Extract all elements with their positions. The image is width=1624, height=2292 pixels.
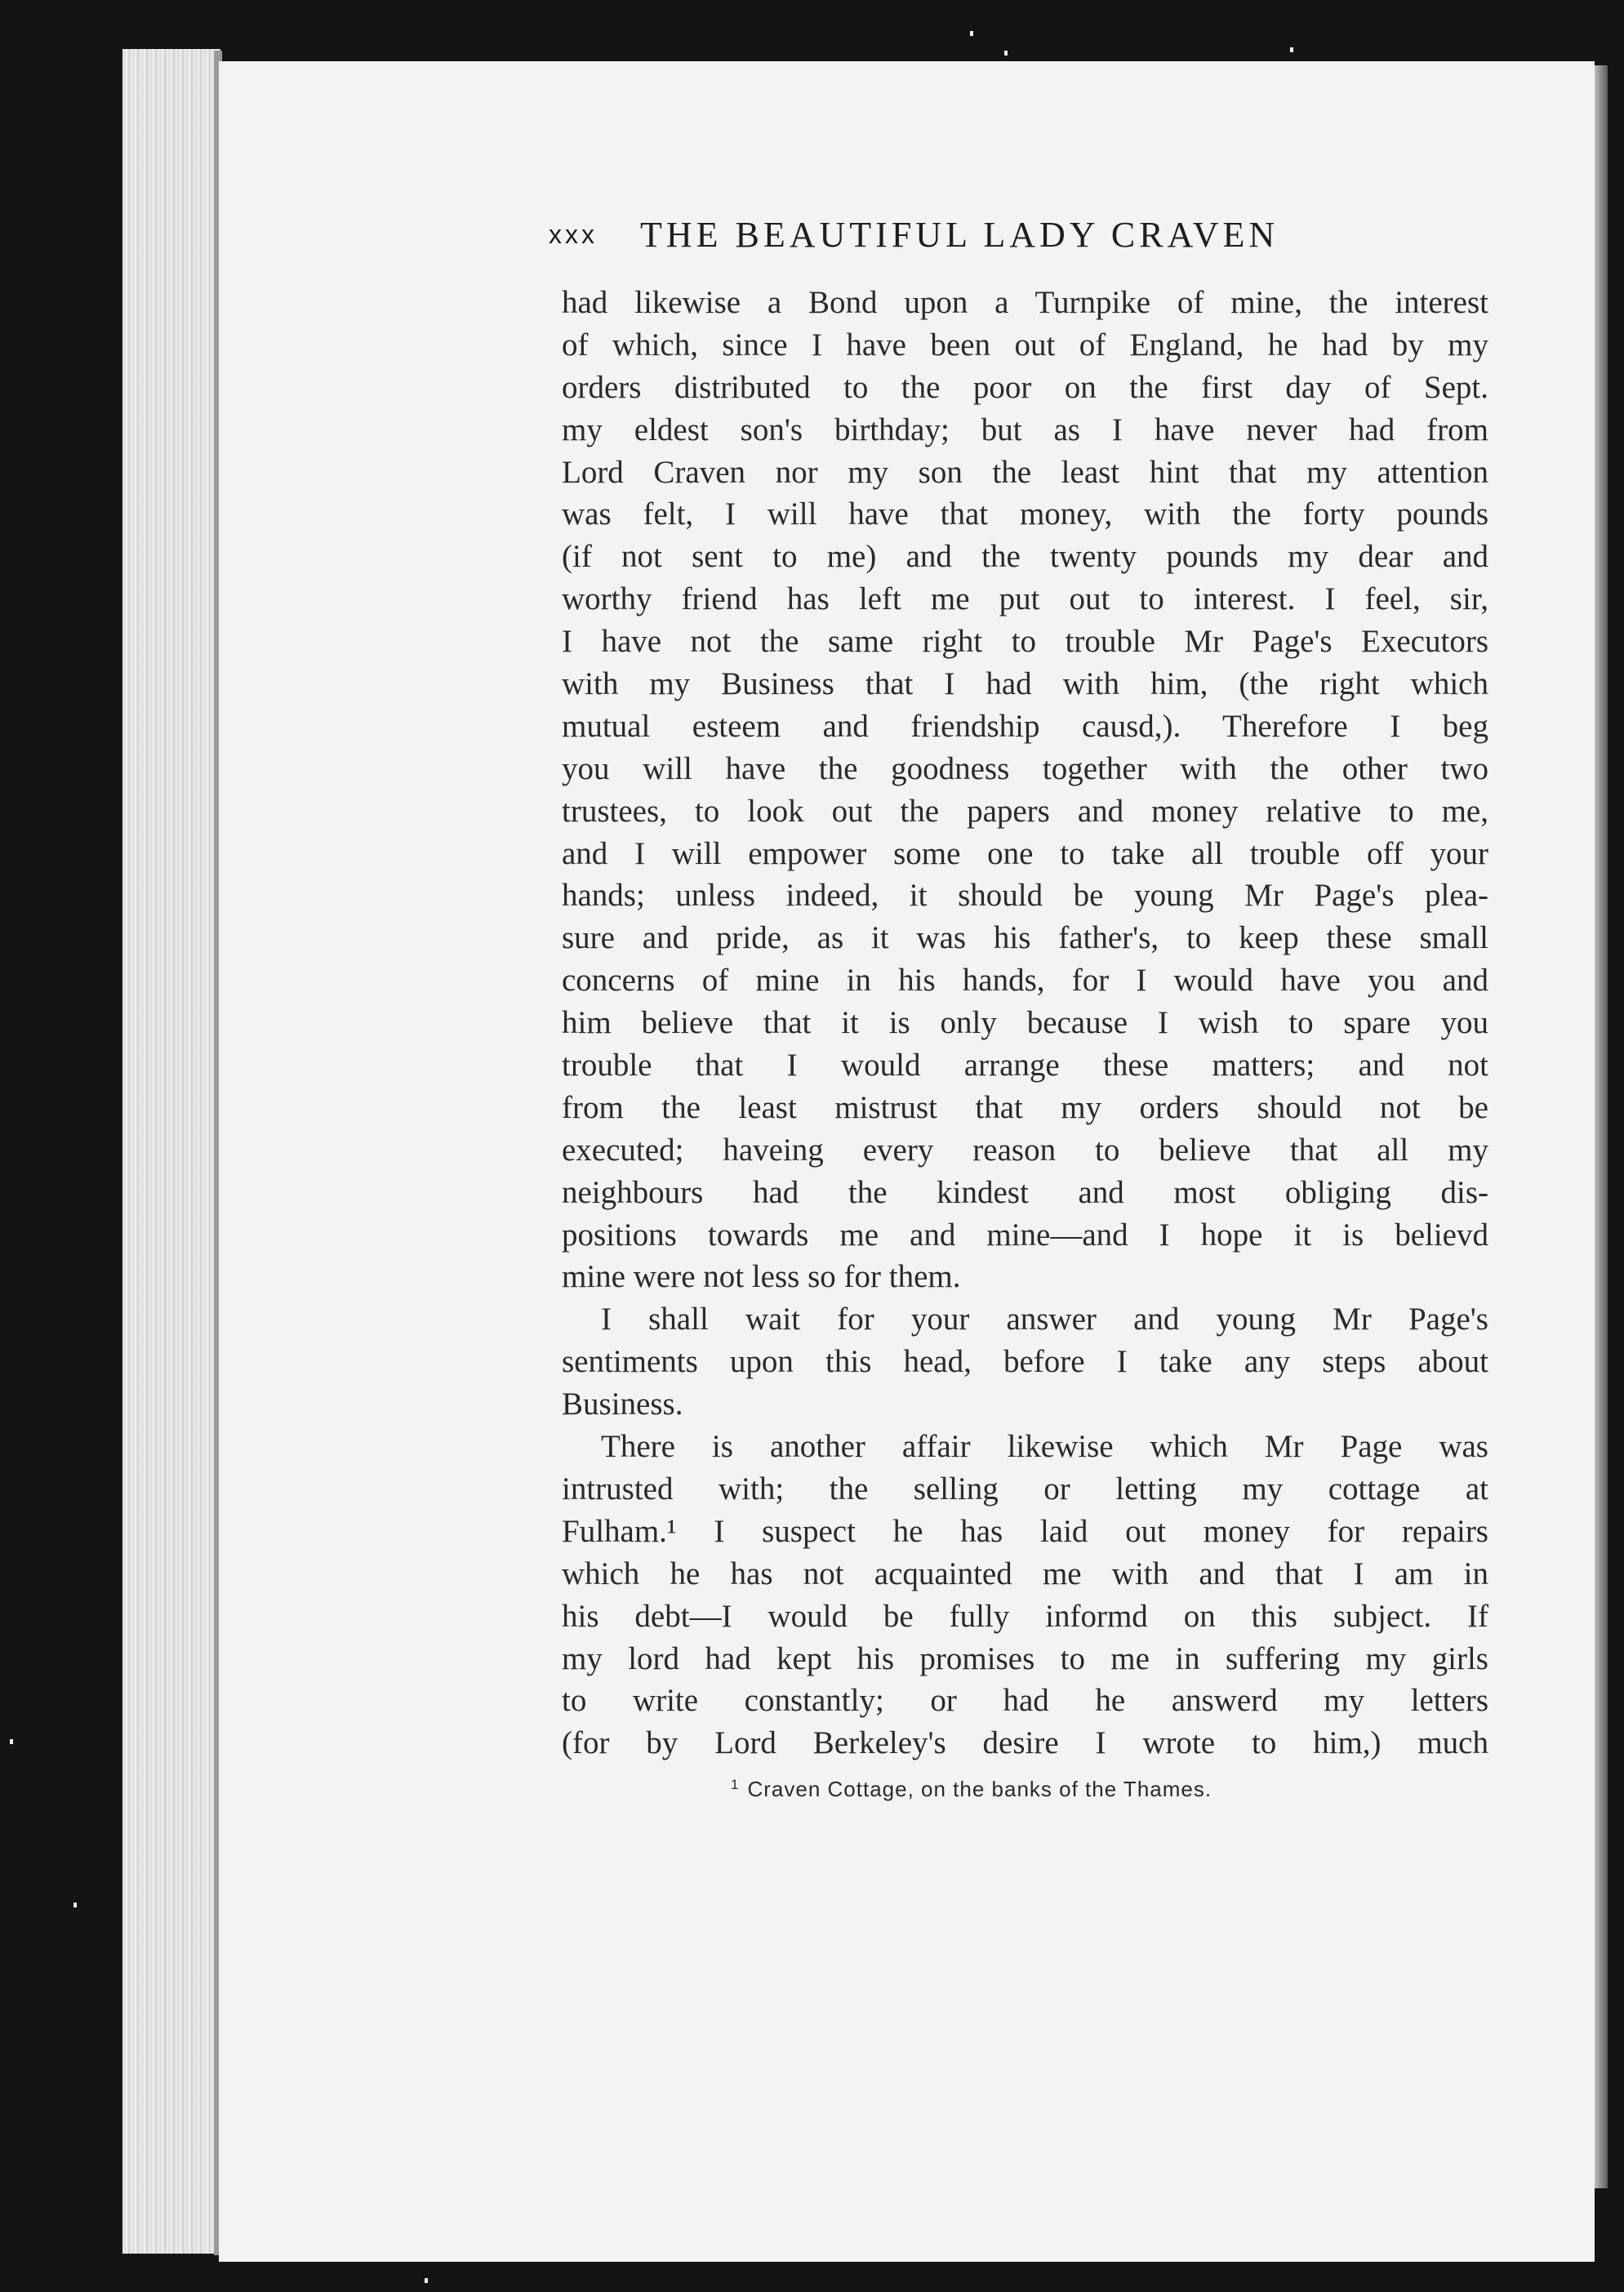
text-line: Fulham.¹ I suspect he has laid out money for repairs (562, 1513, 1488, 1549)
text-line: had likewise a Bond upon a Turnpike of mine, the interest (562, 285, 1488, 320)
text-line: and I will empower some one to take all trouble off your (562, 835, 1488, 871)
text-line: positions towards me and mine—and I hope it is believd (562, 1217, 1488, 1253)
text-line: of which, since I have been out of England, he had by my (562, 327, 1488, 363)
text-line: neighbours had the kindest and most obliging dis- (562, 1174, 1488, 1210)
text-line: was felt, I will have that money, with the forty pounds (562, 496, 1488, 532)
text-line: to write constantly; or had he answerd my letters (562, 1683, 1488, 1719)
running-title: THE BEAUTIFUL LADY CRAVEN (640, 215, 1279, 255)
text-line: (for by Lord Berkeley's desire I wrote to him,) much (562, 1725, 1488, 1761)
text-line: with my Business that I had with him, (the right which (562, 666, 1488, 702)
text-line: There is another affair likewise which Mr Page was (601, 1429, 1488, 1465)
page-right-edge (1595, 65, 1608, 2188)
text-line: sentiments upon this head, before I take any steps about (562, 1344, 1488, 1380)
book-page-edges (122, 49, 220, 2254)
text-line: my eldest son's birthday; but as I have never had from (562, 412, 1488, 447)
text-line: my lord had kept his promises to me in suffering my girls (562, 1640, 1488, 1676)
footnote-marker: 1 (731, 1777, 740, 1792)
text-line: Lord Craven nor my son the least hint that my attention (562, 454, 1488, 490)
text-line: his debt—I would be fully informd on this subject. If (562, 1598, 1488, 1634)
body-text (562, 282, 1488, 1765)
text-line: executed; haveing every reason to believe that all my (562, 1132, 1488, 1168)
page-number: xxx (549, 220, 598, 249)
text-line: orders distributed to the poor on the first day of Sept. (562, 369, 1488, 405)
text-line: I have not the same right to trouble Mr Page's Executors (562, 624, 1488, 660)
text-line: intrusted with; the selling or letting my cottage at (562, 1471, 1488, 1506)
text-line: sure and pride, as it was his father's, to keep these small (562, 920, 1488, 956)
text-line: you will have the goodness together with the other two (562, 750, 1488, 786)
text-line: trouble that I would arrange these matters; and not (562, 1048, 1488, 1084)
text-line: trustees, to look out the papers and money relative to me, (562, 793, 1488, 829)
text-line: which he has not acquainted me with and that I am in (562, 1555, 1488, 1591)
text-line: him believe that it is only because I wish to spare you (562, 1005, 1488, 1041)
text-line: concerns of mine in his hands, for I would have you and (562, 963, 1488, 999)
text-line: mutual esteem and friendship causd,). Therefore I beg (562, 708, 1488, 744)
page-header (549, 214, 1496, 263)
text-line: (if not sent to me) and the twenty pounds my dear and (562, 539, 1488, 575)
text-line: Business. (562, 1386, 683, 1422)
text-line: I shall wait for your answer and young Mr Page's (601, 1302, 1488, 1337)
text-line: from the least mistrust that my orders should not be (562, 1089, 1488, 1125)
text-line: mine were not less so for them. (562, 1259, 961, 1295)
text-line: worthy friend has left me put out to interest. I feel, sir, (562, 581, 1488, 617)
footnote (731, 1777, 1212, 1802)
text-line: hands; unless indeed, it should be young Mr Page's plea- (562, 878, 1488, 914)
footnote-text: Craven Cottage, on the banks of the Thames. (747, 1777, 1212, 1801)
